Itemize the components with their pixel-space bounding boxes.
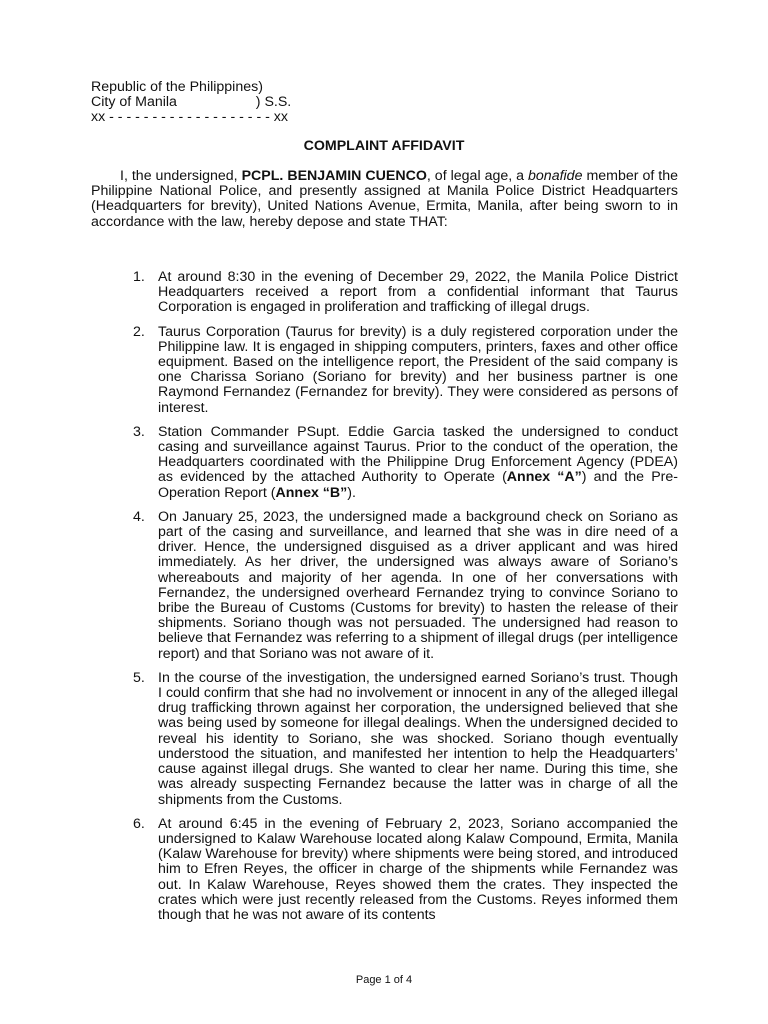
statement-list	[133, 270, 678, 932]
venue-divider: xx - - - - - - - - - - - - - - - - - - - xx	[91, 109, 288, 126]
item-number: 2.	[133, 323, 145, 340]
item-text: ) and the Pre-Operation Report (	[158, 469, 679, 501]
item-number: 5.	[133, 669, 145, 686]
document-title: COMPLAINT AFFIDAVIT	[303, 138, 465, 154]
intro-text-b: , of legal age, a	[426, 168, 529, 184]
statement-item	[133, 325, 678, 416]
item-number: 4.	[133, 508, 145, 525]
item-number: 6.	[133, 815, 145, 832]
intro-text-a: I, the undersigned,	[120, 168, 242, 184]
item-text: Station Commander PSupt. Eddie Garcia tasked the undersigned to conduct casing and surveillance against Taurus. Prior to the conduct of the operation, the Headquarters coordinated with the Philippine Drug Enforcement Agency (PDEA) as evidenced by the attached Authority to Operate (	[158, 423, 678, 486]
statement-item	[133, 270, 678, 316]
affiant-name: PCPL. BENJAMIN CUENCO	[241, 168, 427, 184]
statement-item	[133, 510, 678, 662]
venue-header	[91, 80, 291, 126]
item-text: Taurus Corporation (Taurus for brevity) is a duly registered corporation under the Philippine law. It is engaged in shipping computers, printers, faxes and other office equipment. Based on the intelligence report, the President of the said company is one Charissa Soriano (Soriano for brevity) and her business partner is one Raymond Fernandez (Fernandez for brevity). They were considered as persons of interest.	[158, 323, 678, 416]
intro-text-c: member of the Philippine National Police, and presently assigned at Manila Police District Headquarters (Headquarters for brevity), United Nations Avenue, Ermita, Manila, after being sworn to in accordance with the law, hereby depose and state THAT:	[91, 168, 678, 230]
item-number: 3.	[133, 423, 145, 440]
item-number: 1.	[133, 269, 145, 285]
statement-item	[133, 425, 678, 501]
page-number: Page 1 of 4	[355, 974, 413, 986]
bonafide-term: bonafide	[528, 168, 583, 184]
venue-city: City of Manila ) S.S.	[91, 94, 292, 111]
item-text: At around 6:45 in the evening of February 2, 2023, Soriano accompanied the undersigned to Kalaw Warehouse located along Kalaw Compound, Ermita, Manila (Kalaw Warehouse for brevity) where shipments were being stored, and introduced him to Efren Reyes, the officer in charge of the shipments while Fernandez was out. In Kalaw Warehouse, Reyes showed them the crates. They inspected the crates which were just recently released from the Customs. Reyes informed them though that he was not aware of its contents	[158, 815, 678, 923]
item-text: On January 25, 2023, the undersigned made a background check on Soriano as part of the casing and surveillance, and learned that she was in dire need of a driver. Hence, the undersigned disguised as a driver applicant and was hired immediately. As her driver, the undersigned was always aware of Soriano’s whereabouts and majority of her agenda. In one of her conversations with Fernandez, the undersigned overheard Fernandez trying to convince Soriano to bribe the Bureau of Customs (Customs for brevity) to hasten the release of their shipments. Soriano though was not persuaded. The undersigned had reason to believe that Fernandez was referring to a shipment of illegal drugs (per intelligence report) and that Soriano was not aware of it.	[158, 508, 678, 662]
item-text: In the course of the investigation, the undersigned earned Soriano’s trust. Though I could confirm that she had no involvement or innocent in any of the alleged illegal drug trafficking thrown against her corporation, the undersigned believed that she was being used by someone for illegal dealings. When the undersigned decided to reveal his identity to Soriano, she was shocked. Soriano though eventually understood the situation, and manifested her intention to help the Headquarters’ cause against illegal drugs. She wanted to clear her name. During this time, she was already suspecting Fernandez because the latter was in charge of all the shipments from the Customs.	[158, 669, 678, 808]
statement-item	[133, 817, 678, 923]
item-text: ).	[347, 484, 356, 501]
annex-a-ref: Annex “A”	[506, 469, 582, 486]
intro-paragraph	[91, 169, 678, 230]
venue-republic: Republic of the Philippines)	[91, 79, 263, 95]
annex-b-ref: Annex “B”	[275, 484, 348, 501]
statement-item	[133, 671, 678, 808]
item-text: At around 8:30 in the evening of December 29, 2022, the Manila Police District Headquarters received a report from a confidential informant that Taurus Corporation is engaged in proliferation and trafficking of illegal drugs.	[158, 269, 678, 316]
